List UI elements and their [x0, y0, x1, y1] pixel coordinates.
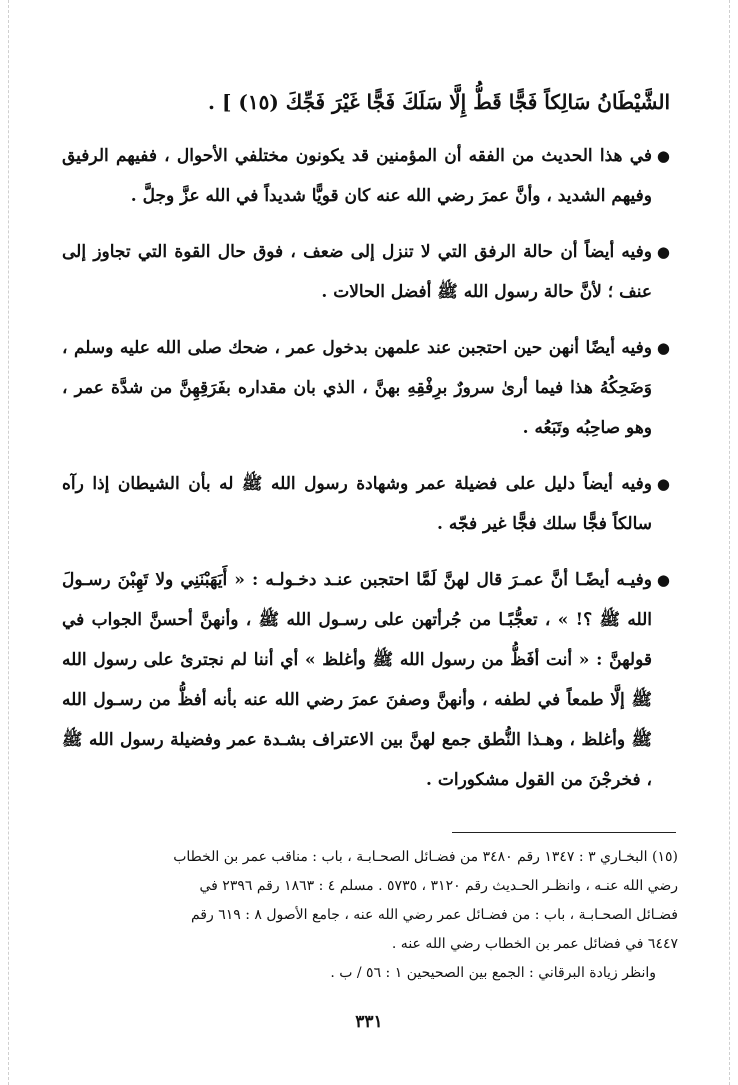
paragraph-text: وفيـه أيضًـا أنَّ عمـرَ قال لهنَّ لَمَّا احتجبن عنـد دخـولـه : « أَيَهَبْنَنِي ولا تَهِبْنَ رسـولَ الله ﷺ ؟! » ، تعجُّبًـا من جُرأتهن على رسـول الله ﷺ ، وأنهنَّ أحسنَّ الجواب في قولهنَّ : « أنت أفَظُّ من رسول الله ﷺ وأغلظ » أي أننا لم نجترئ على رسول الله ﷺ إلَّا طمعاً في لطفه ، وأنهنَّ وصفنَ عمرَ رضي الله عنه بأنه أفظُّ من رسـول الله ﷺ وأغلظ ، وهـذا النُّطق جمع لهنَّ بين الاعتراف بشـدة عمر وفضيلة رسول الله ﷺ ، فخرجْنَ من القول مشكورات . — [62, 570, 652, 790]
hadith-closing-line: الشَّيْطَانُ سَالِكاً فَجًّا قَطُّ إِلَّا سَلَكَ فَجًّا غَيْرَ فَجِّكَ (١٥) ] . — [208, 90, 670, 114]
page-right-edge — [729, 0, 730, 1085]
paragraph-text: في هذا الحديث من الفقه أن المؤمنين قد يكونون مختلفي الأحوال ، ففيهم الرفيق وفيهم الشديد ، وأنَّ عمرَ رضي الله عنه كان قويًّا شديداً في الله عزَّ وجلَّ . — [62, 146, 652, 206]
footnote-divider — [452, 832, 676, 833]
paragraph-text: وفيه أيضاً أن حالة الرفق التي لا تنزل إلى ضعف ، فوق حال القوة التي تجاوز إلى عنف ؛ لأنَّ حالة رسول الله ﷺ أفضل الحالات . — [62, 242, 652, 302]
paragraph — [62, 136, 670, 216]
page-left-edge — [8, 0, 9, 1085]
paragraph — [62, 464, 670, 544]
footnote-line: وانظر زيادة البرقاني : الجمع بين الصحيحين ١ : ٥٦ / ب . — [330, 965, 656, 981]
paragraph-text: وفيه أيضاً دليل على فضيلة عمر وشهادة رسول الله ﷺ له بأن الشيطان إذا رآه سالكاً فجًّا سلك فجًّا غير فجّه . — [62, 474, 652, 534]
footnote-line: فضـائل الصحـابـة ، باب : من فضـائل عمر رضي الله عنه ، جامع الأصول ٨ : ٦١٩ رقم — [190, 907, 678, 923]
paragraph — [62, 232, 670, 312]
paragraph — [62, 560, 670, 800]
footnote-line: ٦٤٤٧ في فضائل عمر بن الخطاب رضي الله عنه . — [391, 936, 678, 952]
bullet-icon: ● — [656, 147, 670, 165]
paragraph — [62, 328, 670, 448]
paragraph-text: وفيه أيضًا أنهن حين احتجبن عند علمهن بدخول عمر ، ضحك صلى الله عليه وسلم ، وَضَحِكُهُ هذا فيما أرىٰ سرورٌ برِفْقِهِ بهنَّ ، الذي بان مقداره بفَرَقِهِنَّ من شدَّة عمر ، وهو صاحِبُه وتَبَعُه . — [62, 338, 652, 438]
footnotes — [74, 843, 678, 988]
main-text — [62, 82, 670, 816]
bullet-icon: ● — [656, 475, 670, 493]
bullet-icon: ● — [656, 571, 670, 589]
footnote-line: رضي الله عنـه ، وانظـر الحـديث رقم ٣١٢٠ ، ٥٧٣٥ . مسلم ٤ : ١٨٦٣ رقم ٢٣٩٦ في — [199, 878, 678, 894]
bullet-icon: ● — [656, 339, 670, 357]
page-number: ٣٣١ — [355, 1012, 383, 1032]
bullet-icon: ● — [656, 243, 670, 261]
footnote-line: (١٥) البخـاري ٣ : ١٣٤٧ رقم ٣٤٨٠ من فضـائل الصحـابـة ، باب : مناقب عمر بن الخطاب — [173, 849, 678, 865]
